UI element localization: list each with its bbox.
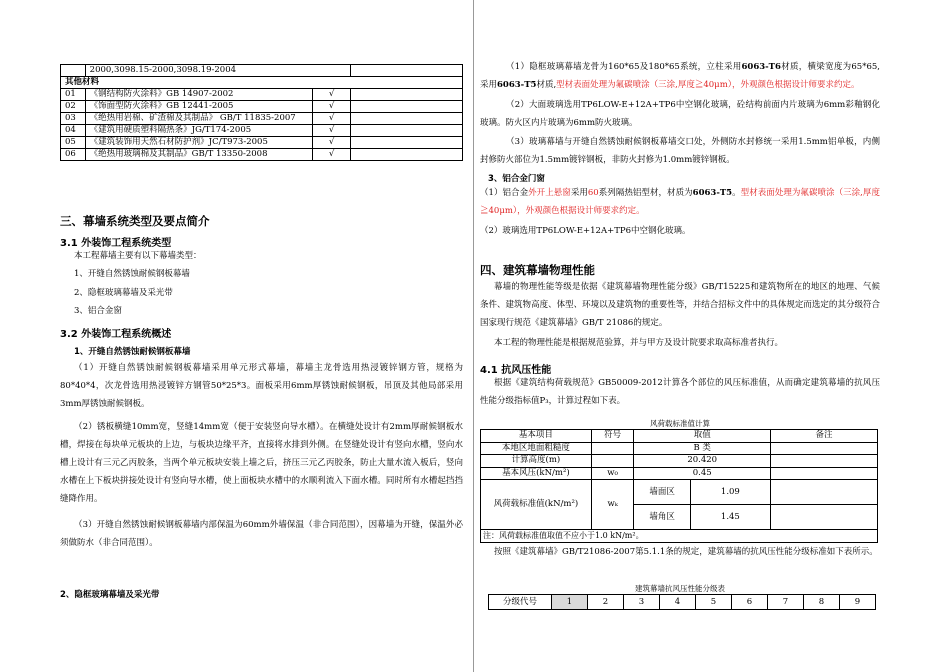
standards-table bbox=[60, 64, 463, 161]
subsection-heading-3-1: 3.1 外装饰工程系统类型 bbox=[60, 238, 172, 249]
paragraph-3: （3）开缝自然锈蚀耐候钢板幕墙内部保温为60mm外墙保温（非合同范围），因幕墙为开缝，保温外必须做防水（非合同范围）。 bbox=[60, 520, 463, 548]
window-paragraph-1: （1）铝合金外开上悬窗采用60系列隔热铝型材，材质为6063-T5。型材表面处理为氟碳喷涂（三涂,厚度≧40μm），外观颜色根据设计师要求约定。 bbox=[480, 188, 880, 216]
row-check: √ bbox=[313, 137, 351, 149]
grade-cell: 8 bbox=[804, 595, 840, 610]
row-check: √ bbox=[313, 125, 351, 137]
item-heading-2: 2、隐框玻璃幕墙及采光带 bbox=[60, 590, 160, 600]
grade-cell: 1 bbox=[552, 595, 588, 610]
row-number: 05 bbox=[61, 137, 86, 149]
grade-label: 分级代号 bbox=[489, 595, 552, 610]
curtain-paragraph-3: （3）玻璃幕墙与开缝自然锈蚀耐候钢板幕墙交口处，外侧防水封修统一采用1.5mm铝单板，内侧封修防火部位为1.5mm镀锌钢板，非防火封修为1.0mm镀锌钢板。 bbox=[480, 137, 880, 165]
table-row: 基本风压(kN/m²) w₀ 0.45 bbox=[481, 467, 878, 480]
table-row bbox=[61, 125, 463, 137]
section-heading-4: 四、建筑幕墙物理性能 bbox=[480, 263, 595, 277]
table-row: 墙角区 1.45 bbox=[481, 505, 878, 530]
grade-cell: 7 bbox=[768, 595, 804, 610]
grade-cell: 2 bbox=[588, 595, 624, 610]
grade-paragraph: 按照《建筑幕墙》GB/T21086-2007第5.1.1条的规定，建筑幕墙的抗风压性能分级标准如下表所示。 bbox=[494, 547, 878, 557]
table-row bbox=[61, 77, 463, 89]
row-name: 《钢结构防火涂料》GB 14907-2002 bbox=[85, 89, 313, 101]
wind-load-table bbox=[480, 429, 878, 543]
intro-text: 本工程幕墙主要有以下幕墙类型： bbox=[74, 251, 202, 261]
grade-table bbox=[488, 594, 876, 610]
table-row bbox=[61, 149, 463, 161]
table-note-row: 注：风荷载标准值取值不应小于1.0 kN/m²。 bbox=[481, 530, 878, 543]
type-item-3: 3、铝合金窗 bbox=[74, 306, 122, 316]
row-check: √ bbox=[313, 101, 351, 113]
item-heading-1: 1、开缝自然锈蚀耐候钢板幕墙 bbox=[74, 347, 191, 357]
type-item-2: 2、隐框玻璃幕墙及采光带 bbox=[74, 288, 173, 298]
table-section-label: 其他材料 bbox=[61, 77, 463, 89]
row-check: √ bbox=[313, 89, 351, 101]
physical-paragraph-1: 幕墙的物理性能等级是依据《建筑幕墙物理性能分级》GB/T15225和建筑物所在的地区的地理、气候条件、建筑物高度、体型、环境以及建筑物的重要性等，并结合招标文件中的具体规定而选定的其分级符合国家现行规范《建筑幕墙》GB/T 21086的规定。 bbox=[480, 282, 880, 328]
grade-cell: 9 bbox=[840, 595, 876, 610]
grade-cell: 4 bbox=[660, 595, 696, 610]
wind-paragraph: 根据《建筑结构荷载规范》GB50009-2012计算各个部位的风压标准值，从而确定建筑幕墙的抗风压性能分级指标值P₃，计算过程如下表。 bbox=[480, 378, 880, 406]
subsection-heading-3-2: 3.2 外装饰工程系统概述 bbox=[60, 329, 172, 340]
row-check: √ bbox=[313, 149, 351, 161]
row-number: 02 bbox=[61, 101, 86, 113]
red-note: 型材表面处理为氟碳喷涂（三涂,厚度≧40μm），外观颜色根据设计师要求约定。 bbox=[556, 80, 860, 90]
table-row bbox=[61, 113, 463, 125]
row-name: 《建筑用硬质塑料隔热条》JG/T174-2005 bbox=[85, 125, 313, 137]
row-name: 《饰面型防火涂料》GB 12441-2005 bbox=[85, 101, 313, 113]
table-row: 计算高度(m) 20.420 bbox=[481, 455, 878, 468]
column-divider bbox=[473, 0, 474, 672]
table-row bbox=[61, 65, 463, 77]
red-note: 型材表面处理为氟碳喷涂（三涂,厚度≧40μm），外观颜色根据设计师要求约定。 bbox=[480, 188, 880, 216]
table-row bbox=[61, 137, 463, 149]
wind-table-caption: 风荷载标准值计算 bbox=[650, 419, 710, 428]
row-check: √ bbox=[313, 113, 351, 125]
grade-table-caption: 建筑幕墙抗风压性能分级表 bbox=[635, 584, 725, 593]
header-cell: 基本项目 bbox=[481, 430, 592, 443]
curtain-paragraph-2: （2）大面玻璃选用TP6LOW-E+12A+TP6中空钢化玻璃，砼结构前面内片玻璃为6mm彩釉钢化玻璃。防火区内片玻璃为6mm防火玻璃。 bbox=[480, 100, 880, 128]
table-row bbox=[61, 101, 463, 113]
row-number: 03 bbox=[61, 113, 86, 125]
curtain-paragraph-1: （1）隐框玻璃幕墙龙骨为160*65及180*65系统，立柱采用6063-T6材质，横梁宽度为65*65,采用6063-T5材质,型材表面处理为氟碳喷涂（三涂,厚度≧40μm），外观颜色根据设计师要求约定。 bbox=[480, 62, 880, 90]
window-paragraph-2: （2）玻璃选用TP6LOW-E+12A+TP6中空钢化玻璃。 bbox=[480, 226, 691, 236]
row-name: 《绝热用玻璃棉及其制品》GB/T 13350-2008 bbox=[85, 149, 313, 161]
header-cell: 备注 bbox=[770, 430, 877, 443]
table-row: 本地区地面粗糙度 B 类 bbox=[481, 442, 878, 455]
subsection-heading-4-1: 4.1 抗风压性能 bbox=[480, 365, 552, 376]
table-row bbox=[489, 595, 876, 610]
grade-cell: 3 bbox=[624, 595, 660, 610]
table-row: 风荷载标准值(kN/m²) wₖ 墙面区 1.09 bbox=[481, 480, 878, 505]
table-cell: 2000,3098.15-2000,3098.19-2004 bbox=[85, 65, 350, 77]
header-cell: 符号 bbox=[591, 430, 634, 443]
grade-cell: 6 bbox=[732, 595, 768, 610]
row-number: 04 bbox=[61, 125, 86, 137]
row-number: 01 bbox=[61, 89, 86, 101]
row-name: 《建筑装饰用天然石材防护剂》JC/T973-2005 bbox=[85, 137, 313, 149]
table-header-row bbox=[481, 430, 878, 443]
physical-paragraph-2: 本工程的物理性能是根据规范验算，并与甲方及设计院要求取高标准者执行。 bbox=[494, 338, 784, 348]
grade-cell: 5 bbox=[696, 595, 732, 610]
row-number: 06 bbox=[61, 149, 86, 161]
paragraph-1: （1）开缝自然锈蚀耐候钢板幕墙采用单元形式幕墙，幕墙主龙骨选用热浸镀锌钢方管，规格为80*40*4，次龙骨选用热浸镀锌方钢管50*25*3。面板采用6mm厚锈蚀耐候钢板，吊顶及其他局部采用3mm厚锈蚀耐候钢板。 bbox=[60, 363, 463, 409]
paragraph-2: （2）锈板横缝10mm宽，竖缝14mm宽（便于安装竖向导水槽）。在横缝处设计有2mm厚耐候钢板水槽，焊接在每块单元板块的上边，与板块边缘平齐，直接将水排到外侧。在竖缝处设计有竖向水槽，竖向水槽上设计有三元乙丙胶条，当两个单元板块安装上墙之后，挤压三元乙丙胶条，防止大量水流入板后，竖向水槽在上下板块拼接处设计有竖向导水槽，使上面板块水槽中的水顺利流入下面水槽。同时所有水槽起挡挡缝降作用。 bbox=[60, 422, 463, 504]
section-heading-3: 三、幕墙系统类型及要点简介 bbox=[60, 214, 210, 228]
window-heading: 3、铝合金门窗 bbox=[488, 174, 545, 184]
row-name: 《绝热用岩棉、矿渣棉及其制品》 GB/T 11835-2007 bbox=[85, 113, 313, 125]
header-cell: 取值 bbox=[634, 430, 771, 443]
type-item-1: 1、开缝自然锈蚀耐候钢板幕墙 bbox=[74, 269, 190, 279]
table-row bbox=[61, 89, 463, 101]
